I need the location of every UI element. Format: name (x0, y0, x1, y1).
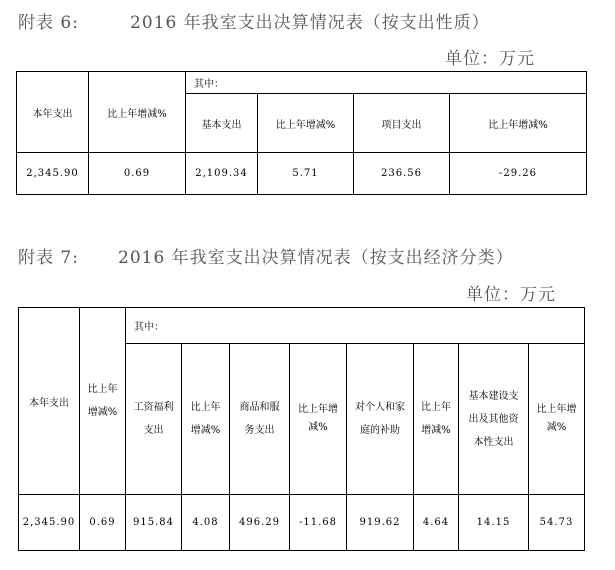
t7-header-wages-text: 工资福利支出 (133, 402, 174, 436)
t7-header-change-text: 比上年增减% (87, 384, 118, 418)
t6-header-change: 比上年增减% (89, 72, 186, 153)
t6-value-change: 0.69 (89, 153, 186, 195)
t7-header-capital-text: 基本建设支出及其他资本性支出 (468, 390, 519, 448)
table7-prefix: 附表 7: (18, 248, 79, 268)
table6-unit: 单位：万元 (445, 49, 535, 69)
table-row (19, 495, 585, 551)
t6-header-project-change: 比上年增减% (450, 94, 587, 153)
t7-value-change: 0.69 (80, 495, 126, 551)
table7-unit: 单位：万元 (466, 285, 556, 305)
table7 (18, 307, 585, 551)
t7-header-wages-change (182, 344, 230, 495)
t6-header-total: 本年支出 (17, 72, 89, 153)
t7-header-capital-change (529, 344, 585, 495)
table6-prefix: 附表 6: (18, 13, 79, 33)
t6-value-basic: 2,109.34 (186, 153, 258, 195)
table6 (16, 71, 587, 195)
t7-value-capital: 14.15 (459, 495, 529, 551)
t7-header-goods-text: 商品和服务支出 (239, 402, 280, 436)
t7-value-personal-change: 4.64 (414, 495, 459, 551)
t7-value-wages: 915.84 (126, 495, 182, 551)
t7-header-capital (459, 344, 529, 495)
t7-header-wages-change-text: 比上年增减% (190, 402, 221, 436)
t6-value-total: 2,345.90 (17, 153, 89, 195)
t7-header-change (80, 308, 126, 495)
t6-header-basic-change: 比上年增减% (258, 94, 354, 153)
t7-value-total: 2,345.90 (19, 495, 80, 551)
t7-header-personal-change-text: 比上年增减% (421, 402, 451, 436)
t7-header-personal-text: 对个人和家庭的补助 (355, 402, 405, 436)
t7-value-goods-change: -11.68 (290, 495, 347, 551)
t7-header-wages (126, 344, 182, 495)
t6-header-of-which: 其中： (186, 72, 587, 94)
t7-value-goods: 496.29 (230, 495, 290, 551)
t7-value-capital-change: 54.73 (529, 495, 585, 551)
table-row (17, 153, 587, 195)
t6-value-project: 236.56 (354, 153, 450, 195)
t6-value-basic-change: 5.71 (258, 153, 354, 195)
t7-header-goods (230, 344, 290, 495)
t7-header-total: 本年支出 (19, 308, 80, 495)
t7-value-personal: 919.62 (347, 495, 414, 551)
t7-header-goods-change-text: 比上年增减% (298, 404, 338, 433)
t6-header-basic: 基本支出 (186, 94, 258, 153)
t7-header-of-which: 其中： (126, 308, 585, 344)
table6-title: 2016 年我室支出决算情况表（按支出性质） (130, 13, 490, 33)
t7-header-capital-change-text: 比上年增减% (536, 404, 577, 433)
t6-value-project-change: -29.26 (450, 153, 587, 195)
t7-header-goods-change (290, 344, 347, 495)
t6-header-project: 项目支出 (354, 94, 450, 153)
t7-header-personal (347, 344, 414, 495)
table7-title: 2016 年我室支出决算情况表（按支出经济分类） (118, 248, 514, 268)
t7-header-personal-change (414, 344, 459, 495)
t7-value-wages-change: 4.08 (182, 495, 230, 551)
